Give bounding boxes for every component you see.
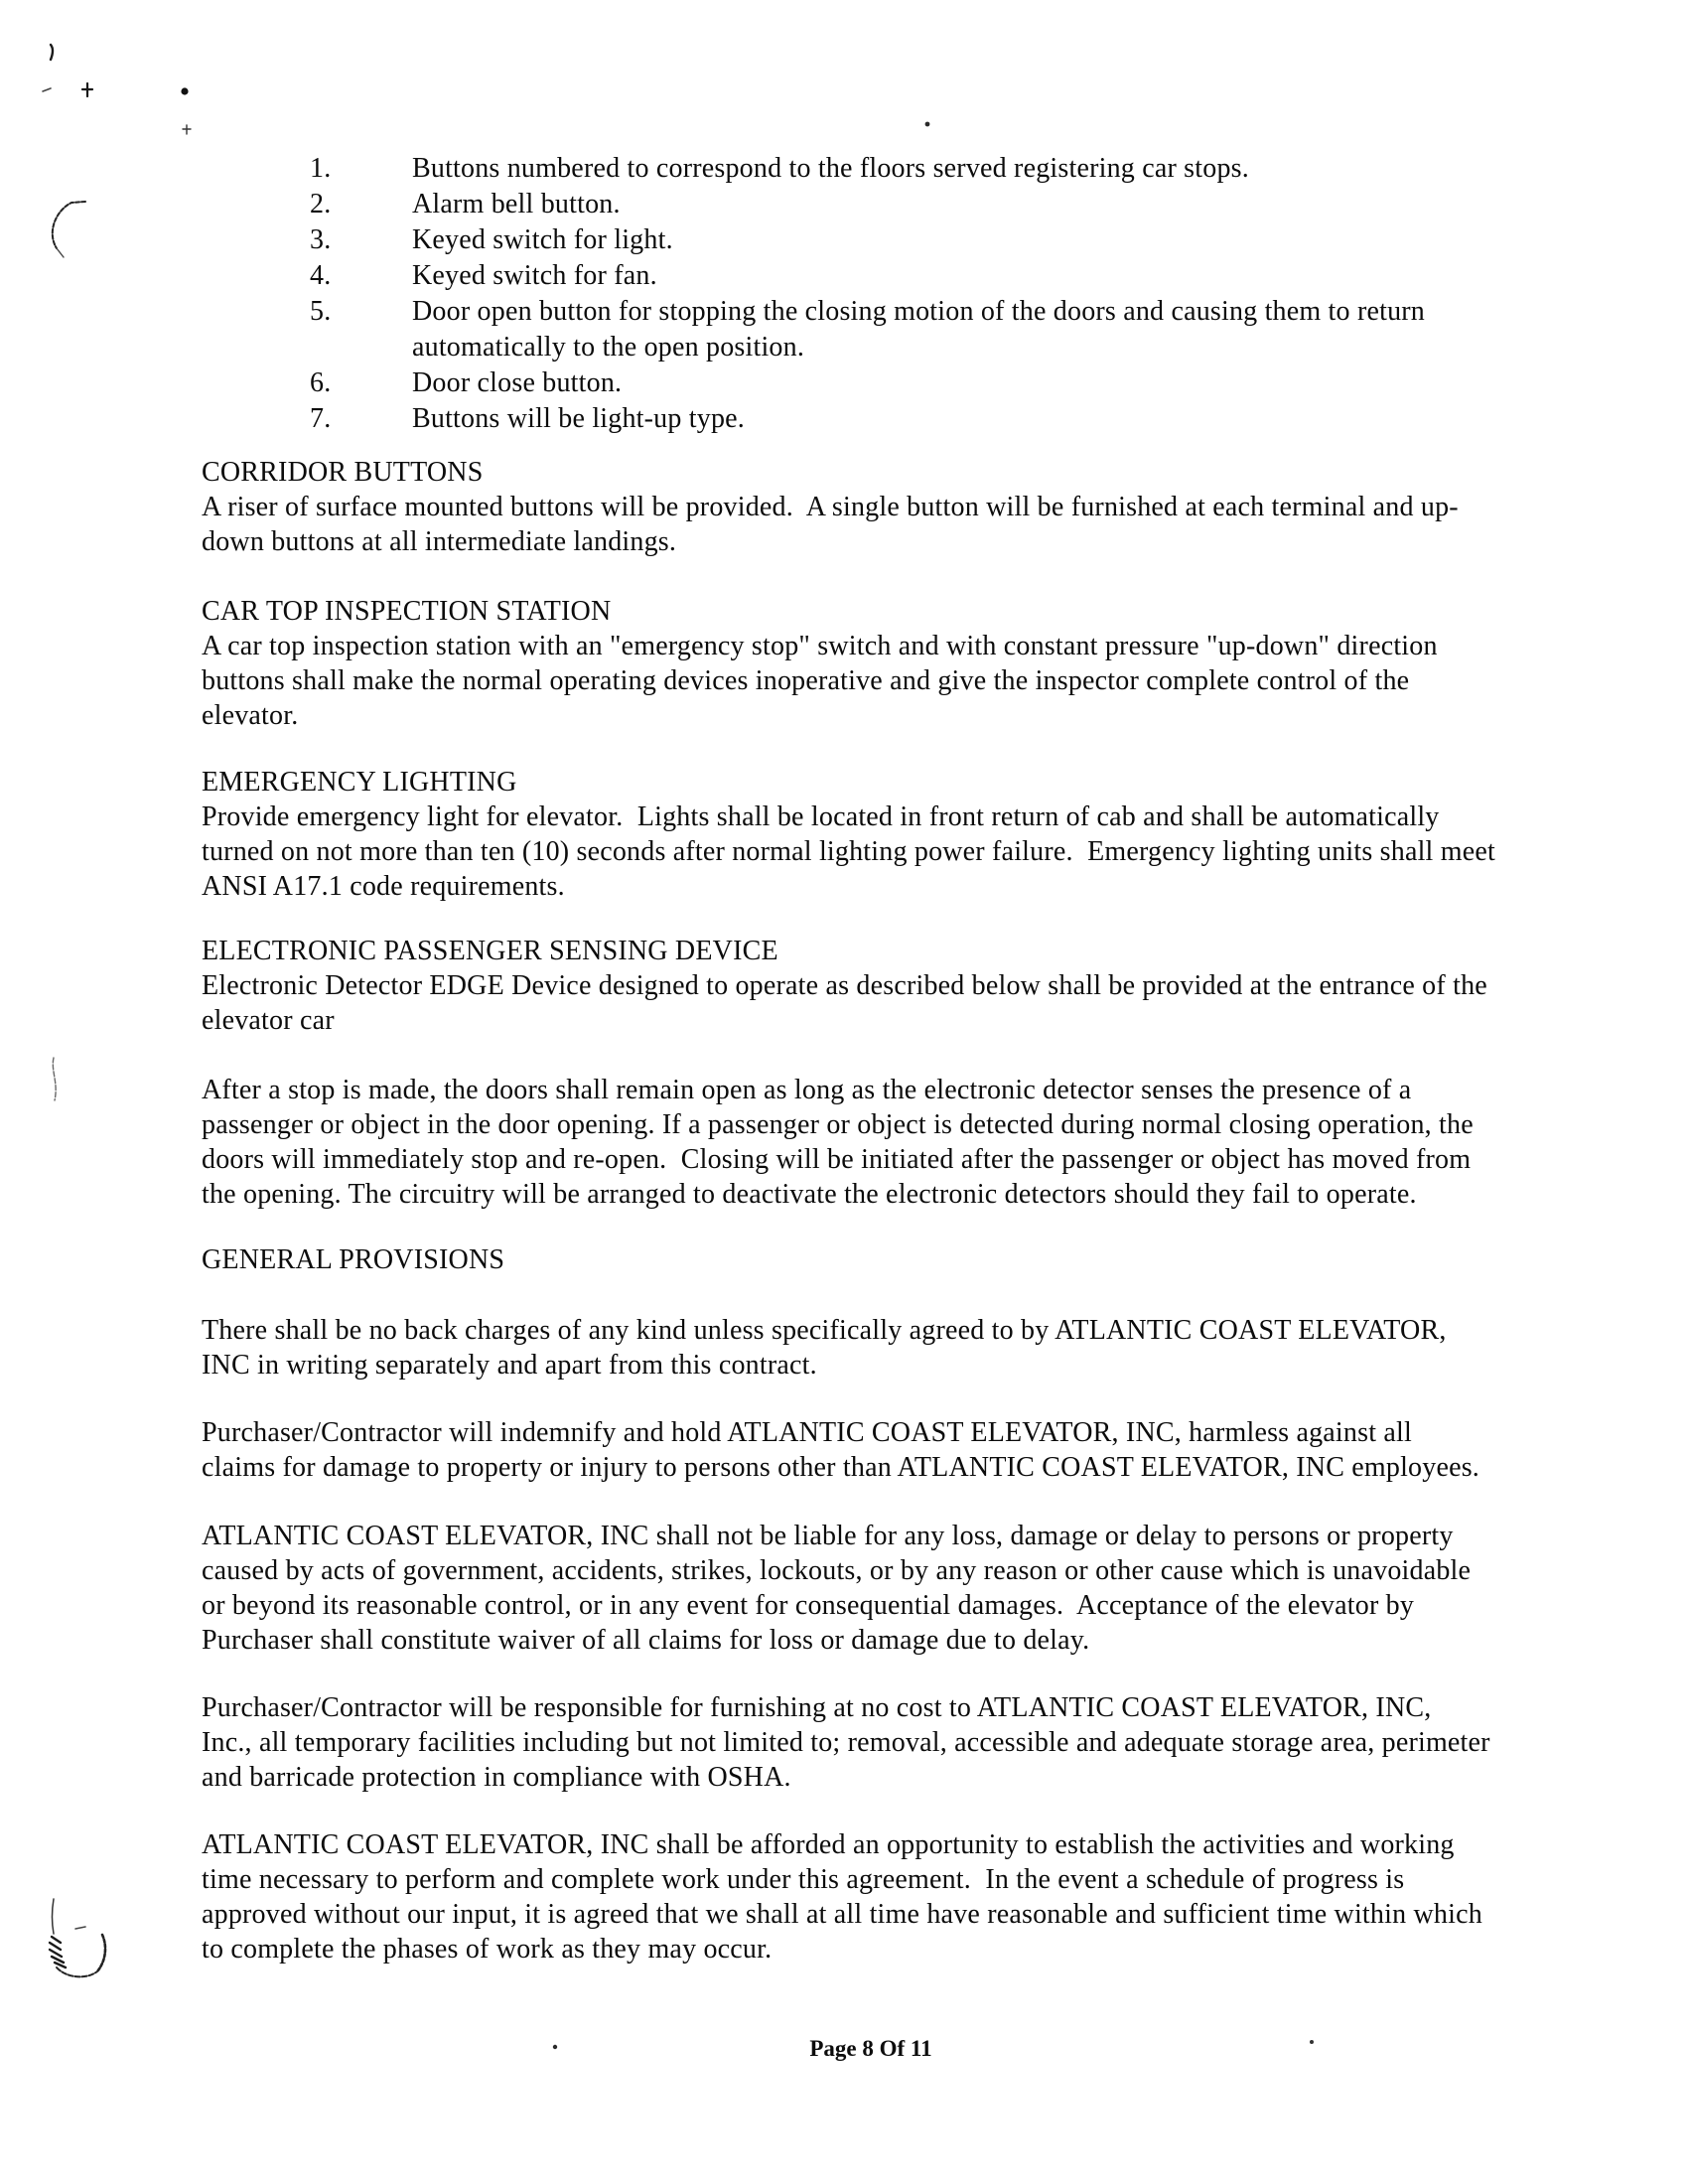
text-line: After a stop is made, the doors shall remain open as long as the electronic detector senses the presence of a <box>202 1075 1412 1105</box>
text-line: elevator car <box>202 1005 335 1036</box>
text-line: time necessary to perform and complete work under this agreement. In the event a schedule of progress is <box>202 1864 1405 1895</box>
list-item-text: Buttons numbered to correspond to the floors served registering car stops. <box>412 153 1249 184</box>
text-line: Inc., all temporary facilities including but not limited to; removal, accessible and adequate storage area, perimeter <box>202 1727 1490 1758</box>
block-corridor <box>202 455 1612 559</box>
list-item-line <box>0 187 1688 222</box>
block-p3 <box>202 1519 1612 1658</box>
scan-speck-plus-icon <box>182 124 192 136</box>
text-line: Purchaser shall constitute waiver of all claims for loss or damage due to delay. <box>202 1625 1090 1656</box>
block-p1 <box>202 1313 1612 1383</box>
section-heading: GENERAL PROVISIONS <box>202 1244 505 1275</box>
text-line: A car top inspection station with an "emergency stop" switch and with constant pressure "up-down" direction <box>202 631 1438 661</box>
text-line: caused by acts of government, accidents, strikes, lockouts, or by any reason or other cause which is unavoidable <box>202 1555 1472 1586</box>
text-line: passenger or object in the door opening. If a passenger or object is detected during normal closing operation, the <box>202 1109 1474 1140</box>
list-item-text: Keyed switch for light. <box>412 224 673 255</box>
list-item-line <box>0 151 1688 187</box>
list-item-number: 1. <box>310 153 332 184</box>
block-p4 <box>202 1690 1612 1795</box>
scan-speck-footer-left-icon <box>550 2042 560 2052</box>
scan-speck-comma-icon <box>46 44 60 62</box>
text-line: down buttons at all intermediate landings. <box>202 526 677 557</box>
block-afterstop <box>202 1073 1612 1212</box>
list-item-line <box>0 222 1688 258</box>
list-item-text: Keyed switch for fan. <box>412 260 657 291</box>
block-p5 <box>202 1827 1612 1966</box>
block-electronic <box>202 934 1612 1038</box>
block-emergency <box>202 765 1612 904</box>
list-item-line <box>0 330 1688 365</box>
list-item-line <box>0 294 1688 330</box>
scan-speck-dot-icon <box>179 85 191 97</box>
list-item-text: automatically to the open position. <box>412 332 805 363</box>
list-item-number: 4. <box>310 260 332 291</box>
list-item-line <box>0 401 1688 437</box>
text-line: Electronic Detector EDGE Device designed to operate as described below shall be provided at the entrance of the <box>202 970 1487 1001</box>
list-item-number: 5. <box>310 296 332 327</box>
scan-mark-paren-icon <box>44 195 89 262</box>
text-line: or beyond its reasonable control, or in any event for consequential damages. Acceptance of the elevator by <box>202 1590 1415 1621</box>
text-line: There shall be no back charges of any kind unless specifically agreed to by ATLANTIC COAST ELEVATOR, <box>202 1315 1447 1346</box>
list-item-number: 6. <box>310 367 332 398</box>
text-line: buttons shall make the normal operating devices inoperative and give the inspector complete control of the <box>202 665 1410 696</box>
list-item-line <box>0 365 1688 401</box>
scan-speck-footer-right-icon <box>1307 2037 1317 2047</box>
text-line: ANSI A17.1 code requirements. <box>202 871 565 902</box>
text-line: to complete the phases of work as they may occur. <box>202 1934 773 1965</box>
list-item-number: 3. <box>310 224 332 255</box>
list-item-text: Door open button for stopping the closing motion of the doors and causing them to return <box>412 296 1425 327</box>
text-line: ATLANTIC COAST ELEVATOR, INC shall be afforded an opportunity to establish the activities and working <box>202 1829 1455 1860</box>
text-line: ATLANTIC COAST ELEVATOR, INC shall not be liable for any loss, damage or delay to persons or property <box>202 1521 1454 1551</box>
text-line: turned on not more than ten (10) seconds after normal lighting power failure. Emergency lighting units shall meet <box>202 836 1495 867</box>
list-item-number: 2. <box>310 189 332 219</box>
list-item-line <box>0 258 1688 294</box>
scan-speck-top-center-icon <box>922 119 932 129</box>
section-heading: CORRIDOR BUTTONS <box>202 457 484 488</box>
section-heading: CAR TOP INSPECTION STATION <box>202 596 612 627</box>
text-line: doors will immediately stop and re-open. Closing will be initiated after the passenger or object has moved from <box>202 1144 1472 1175</box>
section-heading: EMERGENCY LIGHTING <box>202 767 517 798</box>
list-item-text: Alarm bell button. <box>412 189 621 219</box>
block-cartop <box>202 594 1612 733</box>
text-line: INC in writing separately and apart from this contract. <box>202 1350 817 1381</box>
text-line: claims for damage to property or injury to persons other than ATLANTIC COAST ELEVATOR, INC employees. <box>202 1452 1480 1483</box>
text-line: Purchaser/Contractor will be responsible for furnishing at no cost to ATLANTIC COAST ELEVATOR, INC, <box>202 1692 1432 1723</box>
page-number-footer: Page 8 Of 11 <box>809 2036 932 2061</box>
list-item-text: Buttons will be light-up type. <box>412 403 745 434</box>
block-general <box>202 1242 1612 1277</box>
text-line: Purchaser/Contractor will indemnify and hold ATLANTIC COAST ELEVATOR, INC, harmless against all <box>202 1417 1412 1448</box>
scan-speck-cross-icon <box>81 82 93 98</box>
text-line: approved without our input, it is agreed that we shall at all time have reasonable and sufficient time within which <box>202 1899 1482 1930</box>
scan-speck-dash-icon <box>42 85 54 95</box>
scan-scribble-bottom-left-icon <box>44 1893 115 1984</box>
section-heading: ELECTRONIC PASSENGER SENSING DEVICE <box>202 936 778 966</box>
block-p2 <box>202 1415 1612 1485</box>
block-list <box>0 151 1688 437</box>
text-line: elevator. <box>202 700 299 731</box>
text-line: and barricade protection in compliance with OSHA. <box>202 1762 791 1793</box>
list-item-text: Door close button. <box>412 367 623 398</box>
text-line: Provide emergency light for elevator. Lights shall be located in front return of cab and shall be automatically <box>202 801 1440 832</box>
list-item-number: 7. <box>310 403 332 434</box>
text-line: A riser of surface mounted buttons will be provided. A single button will be furnished at each terminal and up- <box>202 492 1459 522</box>
scan-scratch-left-icon <box>46 1057 66 1102</box>
text-line: the opening. The circuitry will be arranged to deactivate the electronic detectors should they fail to operate. <box>202 1179 1417 1210</box>
